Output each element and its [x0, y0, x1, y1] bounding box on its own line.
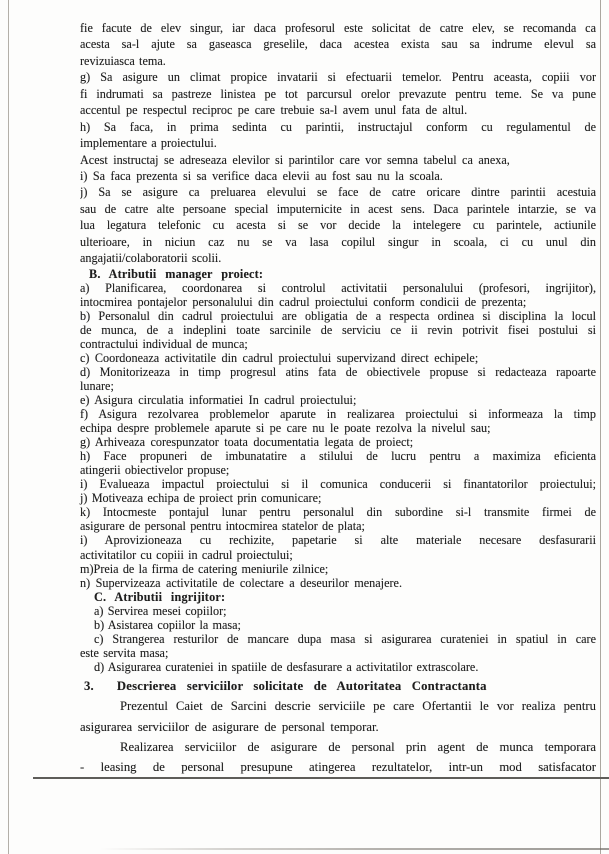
text-line: asigurarea serviciilor de asigurare de personal temporar. [80, 719, 379, 734]
text-line: Acest instructaj se adreseaza elevilor si parintilor care vor semna tabelul ca anexa, [80, 152, 510, 167]
text-line: lua legatura telefonic cu acesta si se vor decide la intelegere cu parintele, actiunile [80, 218, 596, 233]
text-line: intocmirea pontajelor personalului din cadrul proiectului conform condicii de prezenta; [80, 294, 527, 309]
text-line: h) Sa faca, in prima sedinta cu parintii, instructajul conform cu regulamentul de [80, 119, 596, 134]
text-line: revizuiasca tema. [80, 53, 166, 68]
text-line: m)Preia de la firma de catering meniurile zilnice; [80, 561, 329, 576]
text-line: g) Sa asigure un climat propice invatarii si efectuarii temelor. Pentru aceasta, copiii vor [80, 70, 596, 85]
text-line: a) Servirea mesei copiilor; [94, 603, 227, 618]
text-line: fie facute de elev singur, iar daca profesorul este solicitat de catre elev, se recomanda ca [80, 21, 596, 35]
section-number: 3. [84, 678, 94, 693]
text-line: Prezentul Caiet de Sarcini descrie serviciile pe care Ofertantii le vor realiza pentru [120, 699, 596, 714]
text-line: c) Strangerea resturilor de mancare dupa masa si asigurarea curateniei in spatiul in care [94, 631, 596, 646]
text-line: este servita masa; [80, 645, 169, 660]
text-line: b) Asistarea copiilor la masa; [94, 617, 241, 632]
text-line: j) Sa se asigure ca preluarea elevului se face de catre oricare dintre parintii acestuia [80, 185, 596, 200]
text-line: g) Arhiveaza corespunzator toata documentatia legata de proiect; [80, 435, 414, 450]
text-line: - leasing de personal presupune atingerea rezultatelor, intr-un mod satisfacator [80, 760, 596, 775]
bottom-scan-line [100, 848, 609, 850]
text-line: d) Monitorizeaza in timp progresul atins fata de obiectivele propuse si redacteaza rapoarte [80, 364, 596, 379]
text-line: activitatilor cu copiii in cadrul proiectului; [80, 547, 293, 562]
text-line: i) Aprovizioneaza cu rechizite, papetarie si alte materiale necesare desfasurarii [80, 533, 596, 548]
text-line: echipa despre problemele aparute si pe care nu le poate rezolva la nivelul sau; [80, 421, 491, 436]
text-line: i) Evalueaza impactul proiectului si il comunica conducerii si finantatorilor proiectului; [80, 477, 596, 492]
text-line: ulterioare, in niciun caz nu se va lasa copilul singur in scoala, ci cu unul din [80, 234, 596, 249]
section-heading: B. Atributii manager proiect: [89, 266, 264, 281]
text-line: Realizarea serviciilor de asigurare de personal prin agent de munca temporara [120, 739, 596, 754]
text-line: contractului individual de munca; [80, 336, 248, 351]
text-line: e) Asigura circulatia informatiei In cadrul proiectului; [80, 392, 357, 407]
text-line: d) Asigurarea curateniei in spatiile de desfasurare a activitatilor extrascolare. [94, 659, 479, 674]
text-line: b) Personalul din cadrul proiectului are obligatia de a respecta ordinea si disciplina la locul [80, 308, 596, 323]
text-line: fi indrumati sa pastreze linistea pe tot parcursul orelor prevazute pentru teme. Se va pune [80, 86, 596, 101]
text-line: acesta sa-l ajute sa gaseasca greselile, daca acestea exista sau sa indrume elevul sa [80, 37, 596, 52]
text-line: k) Intocmeste pontajul lunar pentru personalul din subordine si-l transmite firmei de [80, 505, 596, 520]
text-line: de munca, de a indeplini toate sarcinile de serviciu ce ii revin potrivit fisei postului si [80, 322, 596, 337]
text-line: f) Asigura rezolvarea problemelor aparute in realizarea proiectului si informeaza la timp [80, 407, 596, 422]
text-line: j) Motiveaza echipa de proiect prin comunicare; [80, 491, 322, 506]
text-line: h) Face propuneri de imbunatatire a stilului de lucru pentru a maximiza eficienta [80, 449, 596, 464]
section-heading: C. Atributii ingrijitor: [94, 589, 226, 604]
section-heading [80, 676, 596, 696]
text-line: sau de catre alte persoane special imputernicite in acest sens. Daca parintele intarzie, se va [80, 201, 596, 216]
footer-rule [33, 777, 609, 779]
text-line: accentul pe respectul reciproc pe care trebuie sa-l avem unul fata de altul. [80, 103, 468, 118]
text-line: implementare a proiectului. [80, 136, 217, 151]
scan-edge-right [600, 0, 601, 854]
text-line: a) Planificarea, coordonarea si controlul activitatii personalului (profesori, ingrijitor), [80, 280, 596, 295]
text-line: asigurare de personal pentru intocmirea statelor de plata; [80, 519, 365, 534]
text-line: i) Sa faca prezenta si sa verifice daca elevii au fost sau nu la scoala. [80, 168, 443, 183]
text-line: c) Coordoneaza activitatile din cadrul proiectului supervizand direct echipele; [80, 350, 479, 365]
text-line: n) Supervizeaza activitatile de colectare a deseurilor menajere. [80, 575, 402, 590]
scan-edge-left [8, 0, 9, 854]
text-line: lunare; [80, 378, 114, 393]
text-line: atingerii obiectivelor propuse; [80, 463, 230, 478]
section-heading-text: Descrierea serviciilor solicitate de Autoritatea Contractanta [116, 678, 487, 693]
text-line: angajatii/colaboratorii scolii. [80, 251, 222, 266]
document-text [80, 20, 596, 777]
